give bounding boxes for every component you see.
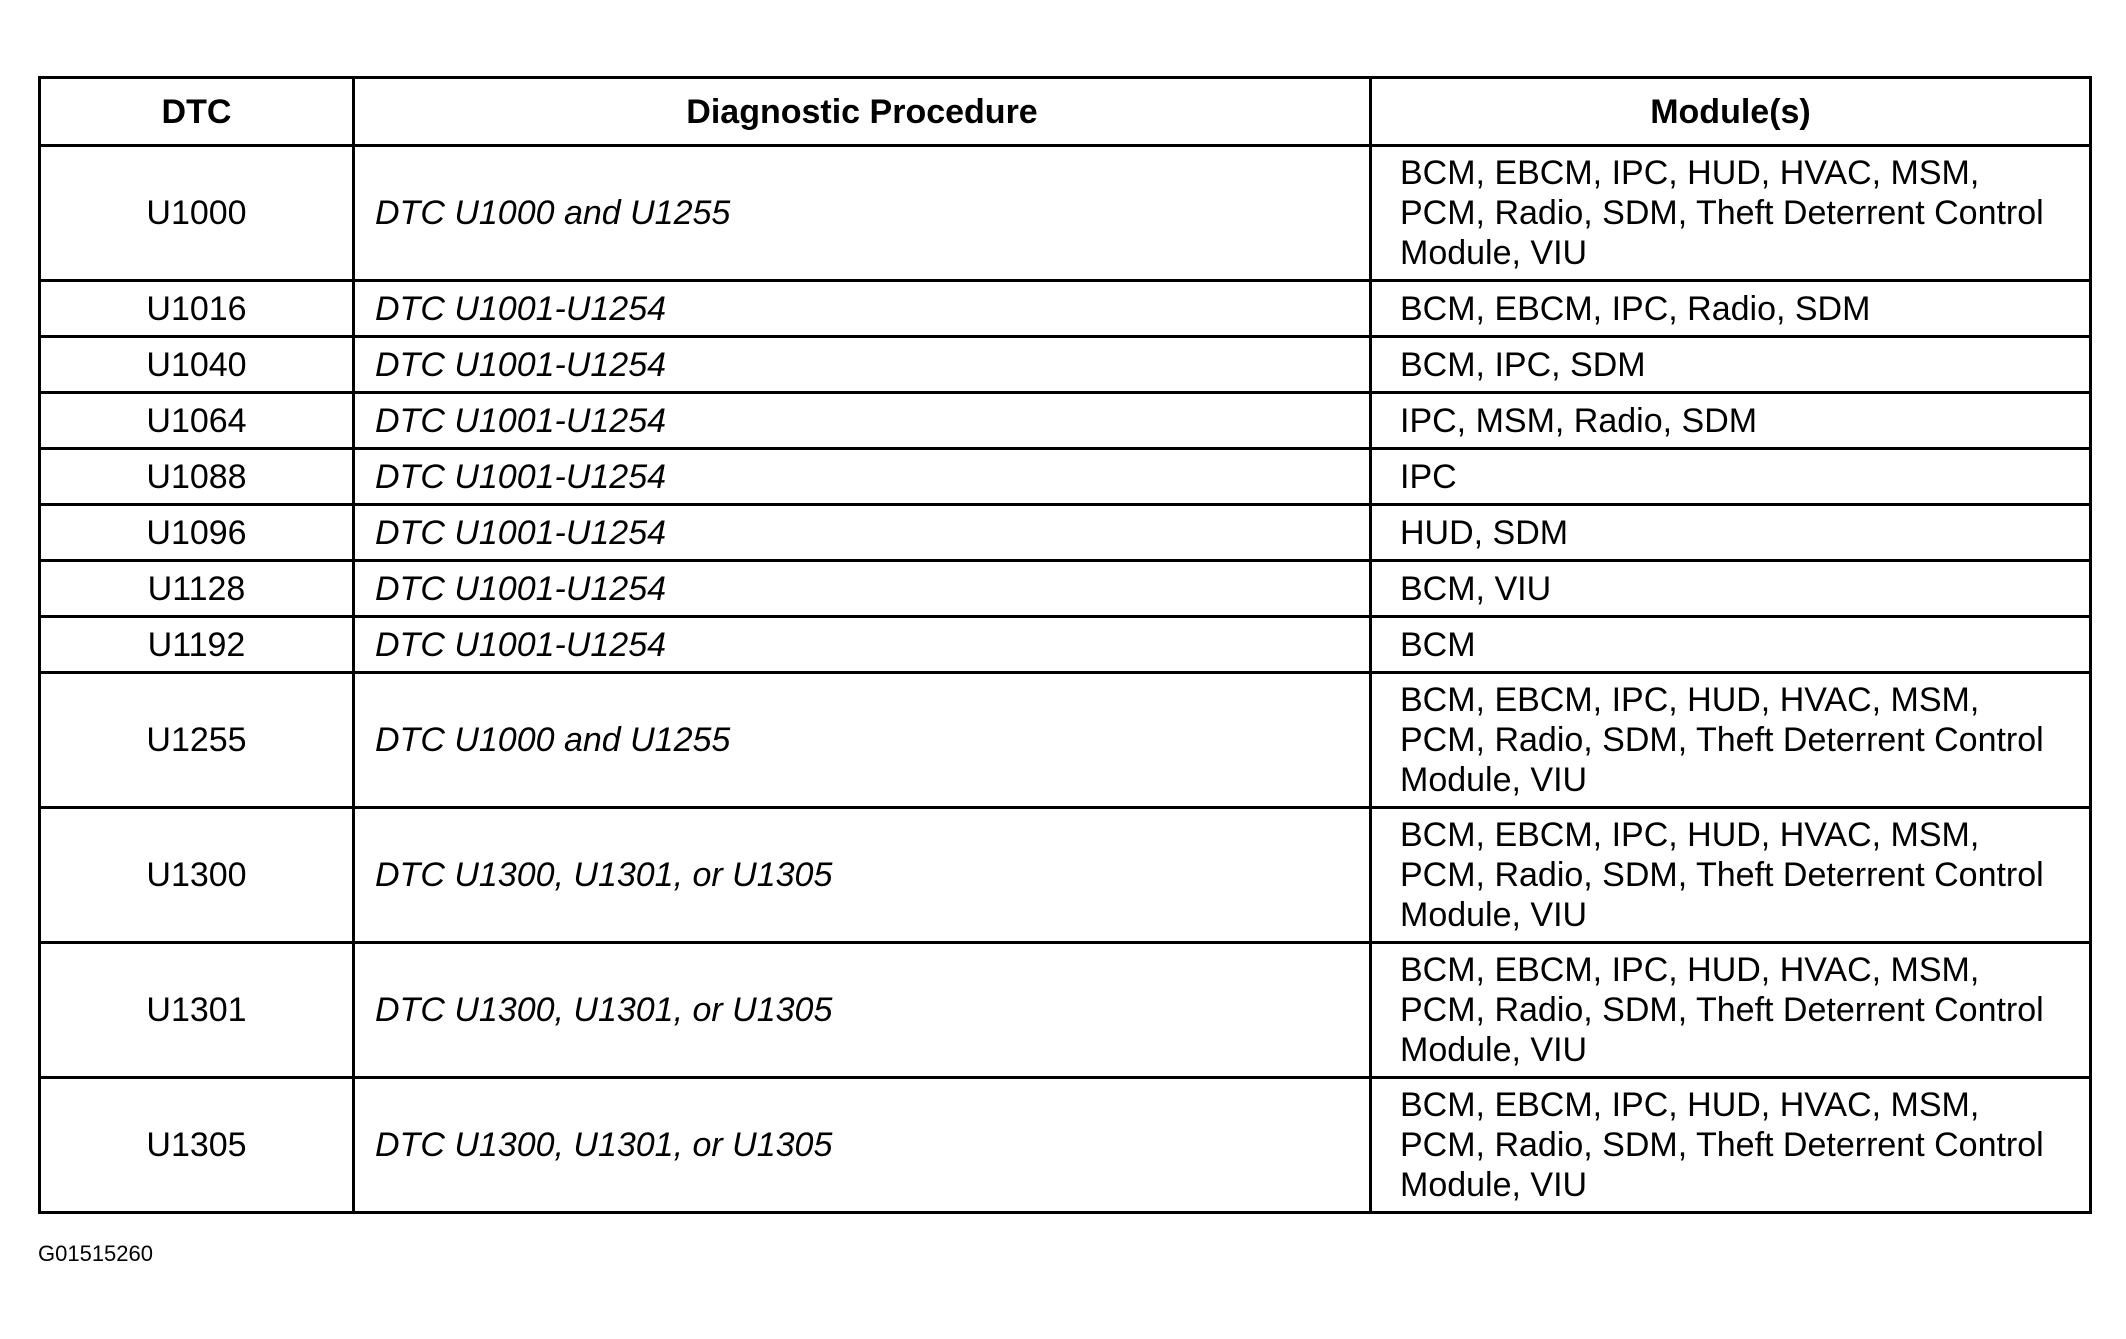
modules-cell: BCM, IPC, SDM — [1371, 337, 2091, 393]
modules-cell: BCM — [1371, 617, 2091, 673]
dtc-code-cell: U1128 — [40, 561, 354, 617]
table-row — [40, 281, 2091, 337]
procedure-cell: DTC U1000 and U1255 — [354, 146, 1371, 281]
procedure-cell: DTC U1300, U1301, or U1305 — [354, 943, 1371, 1078]
procedure-cell: DTC U1300, U1301, or U1305 — [354, 1078, 1371, 1213]
procedure-cell: DTC U1001-U1254 — [354, 281, 1371, 337]
dtc-code-cell: U1255 — [40, 673, 354, 808]
modules-cell: BCM, EBCM, IPC, Radio, SDM — [1371, 281, 2091, 337]
modules-cell: IPC — [1371, 449, 2091, 505]
table-row — [40, 1078, 2091, 1213]
dtc-table — [38, 76, 2092, 1214]
procedure-cell: DTC U1001-U1254 — [354, 561, 1371, 617]
modules-cell: BCM, EBCM, IPC, HUD, HVAC, MSM, PCM, Radio, SDM, Theft Deterrent Control Module, VIU — [1371, 1078, 2091, 1213]
table-row — [40, 393, 2091, 449]
procedure-cell: DTC U1001-U1254 — [354, 505, 1371, 561]
table-row — [40, 337, 2091, 393]
table-row — [40, 561, 2091, 617]
header-modules: Module(s) — [1371, 78, 2091, 146]
modules-cell: BCM, EBCM, IPC, HUD, HVAC, MSM, PCM, Radio, SDM, Theft Deterrent Control Module, VIU — [1371, 943, 2091, 1078]
table-row — [40, 943, 2091, 1078]
procedure-cell: DTC U1001-U1254 — [354, 337, 1371, 393]
modules-cell: HUD, SDM — [1371, 505, 2091, 561]
modules-cell: BCM, EBCM, IPC, HUD, HVAC, MSM, PCM, Radio, SDM, Theft Deterrent Control Module, VIU — [1371, 673, 2091, 808]
dtc-code-cell: U1301 — [40, 943, 354, 1078]
table-row — [40, 808, 2091, 943]
dtc-code-cell: U1305 — [40, 1078, 354, 1213]
procedure-cell: DTC U1001-U1254 — [354, 617, 1371, 673]
table-row — [40, 146, 2091, 281]
modules-cell: BCM, EBCM, IPC, HUD, HVAC, MSM, PCM, Radio, SDM, Theft Deterrent Control Module, VIU — [1371, 808, 2091, 943]
table-row — [40, 673, 2091, 808]
procedure-cell: DTC U1300, U1301, or U1305 — [354, 808, 1371, 943]
dtc-code-cell: U1016 — [40, 281, 354, 337]
procedure-cell: DTC U1001-U1254 — [354, 393, 1371, 449]
dtc-code-cell: U1096 — [40, 505, 354, 561]
table-header — [40, 78, 2091, 146]
table-body — [40, 146, 2091, 1213]
dtc-code-cell: U1088 — [40, 449, 354, 505]
header-dtc: DTC — [40, 78, 354, 146]
dtc-code-cell: U1040 — [40, 337, 354, 393]
table-row — [40, 617, 2091, 673]
dtc-code-cell: U1192 — [40, 617, 354, 673]
procedure-cell: DTC U1000 and U1255 — [354, 673, 1371, 808]
header-diagnostic-procedure: Diagnostic Procedure — [354, 78, 1371, 146]
modules-cell: BCM, VIU — [1371, 561, 2091, 617]
table-row — [40, 449, 2091, 505]
header-row — [40, 78, 2091, 146]
dtc-code-cell: U1300 — [40, 808, 354, 943]
modules-cell: BCM, EBCM, IPC, HUD, HVAC, MSM, PCM, Radio, SDM, Theft Deterrent Control Module, VIU — [1371, 146, 2091, 281]
table-row — [40, 505, 2091, 561]
procedure-cell: DTC U1001-U1254 — [354, 449, 1371, 505]
dtc-code-cell: U1000 — [40, 146, 354, 281]
dtc-code-cell: U1064 — [40, 393, 354, 449]
modules-cell: IPC, MSM, Radio, SDM — [1371, 393, 2091, 449]
figure-id: G01515260 — [38, 1241, 153, 1266]
